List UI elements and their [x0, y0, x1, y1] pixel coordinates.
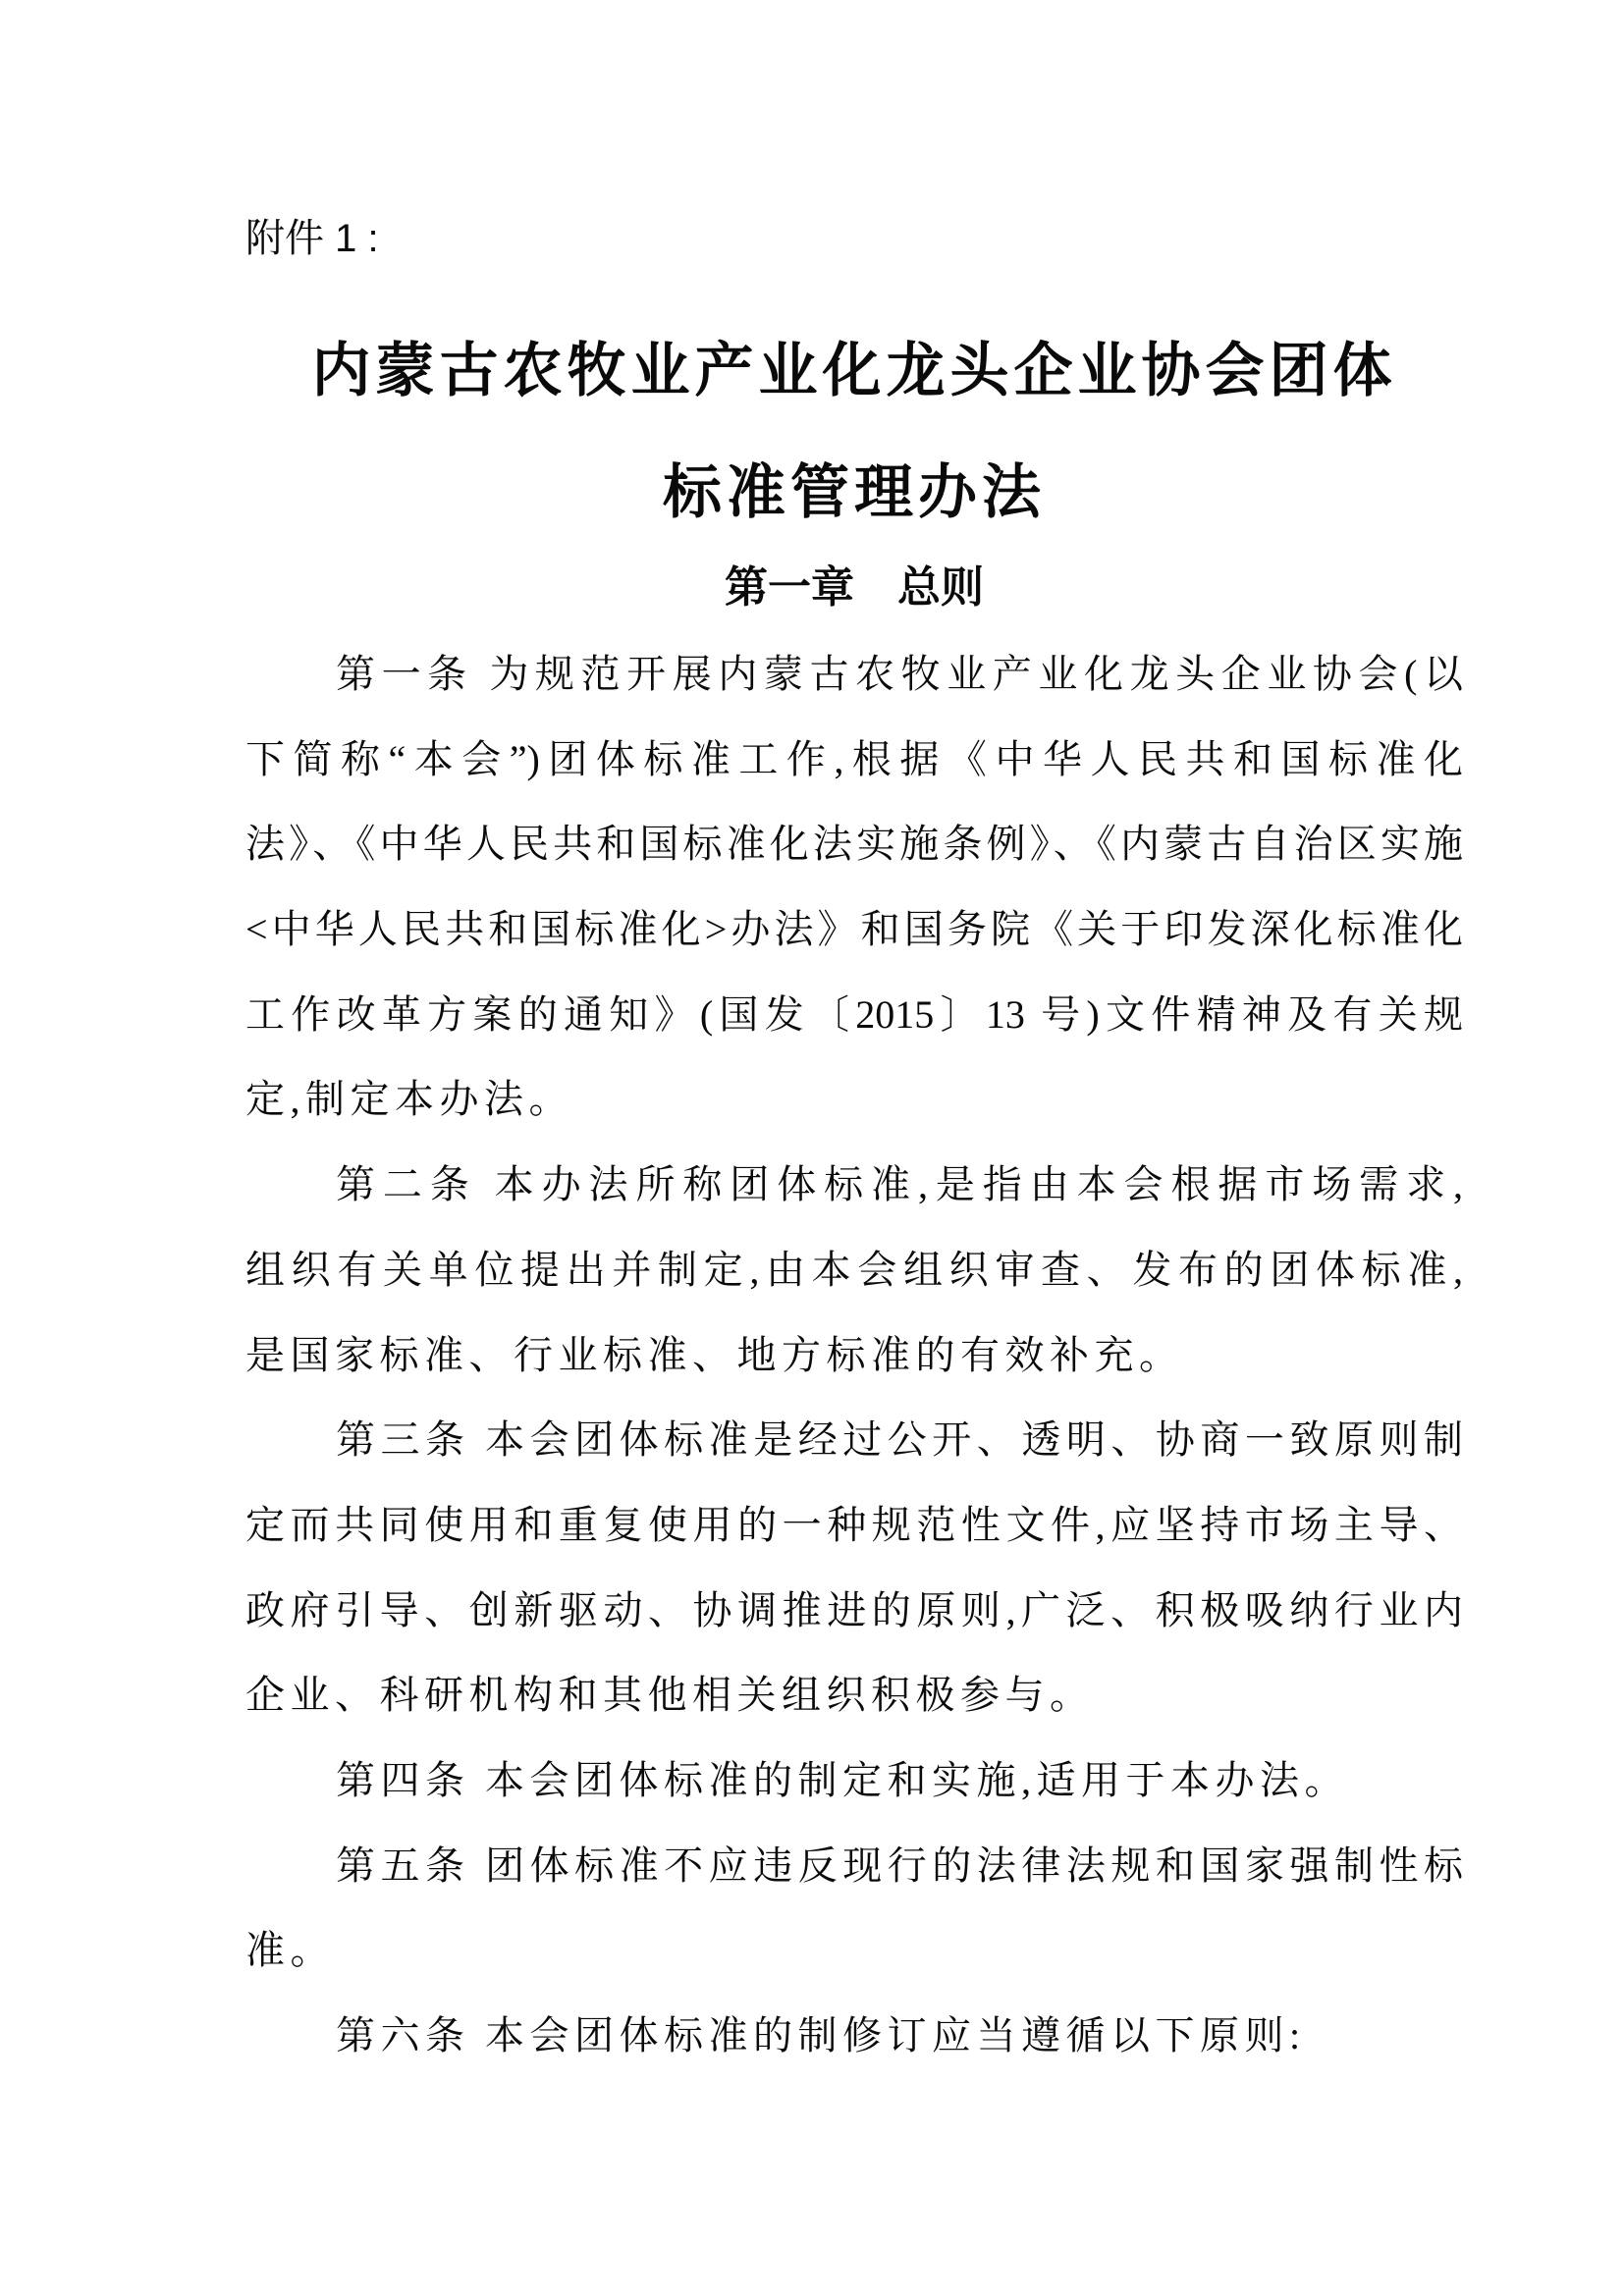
body-line: 第四条 本会团体标准的制定和实施,适用于本办法。 — [336, 1757, 1349, 1802]
body-line: 企业、科研机构和其他相关组织积极参与。 — [245, 1673, 1095, 1718]
title-line-2: 标准管理办法 — [663, 460, 1046, 525]
body-line: 法》、《中华人民共和国标准化法实施条例》、《内蒙古自治区实施 — [245, 822, 1463, 867]
body-line: 组织有关单位提出并制定,由本会组织审查、发布的团体标准, — [245, 1247, 1463, 1292]
document-body — [245, 632, 1463, 2079]
body-line: 政府引导、创新驱动、协调推进的原则,广泛、积极吸纳行业内 — [245, 1587, 1463, 1632]
body-line: 第二条 本办法所称团体标准,是指由本会根据市场需求, — [336, 1162, 1463, 1207]
page-content — [245, 0, 1463, 2079]
body-line: 第一条 为规范开展内蒙古农牧业产业化龙头企业协会(以 — [336, 652, 1463, 696]
body-line: <中华人民共和国标准化>办法》和国务院《关于印发深化标准化 — [245, 907, 1463, 952]
body-line: 下简称“本会”)团体标准工作,根据《中华人民共和国标准化 — [245, 736, 1463, 781]
attachment-label: 附件 1 : — [245, 217, 379, 260]
body-line: 定,制定本办法。 — [245, 1077, 573, 1122]
body-line: 工作改革方案的通知》(国发〔2015〕13 号)文件精神及有关规 — [245, 991, 1463, 1037]
body-line: 准。 — [245, 1928, 335, 1973]
body-line: 第五条 团体标准不应违反现行的法律法规和国家强制性标 — [336, 1842, 1463, 1888]
body-line: 定而共同使用和重复使用的一种规范性文件,应坚持市场主导、 — [245, 1502, 1463, 1547]
body-line: 第三条 本会团体标准是经过公开、透明、协商一致原则制 — [336, 1417, 1463, 1463]
document-title — [245, 310, 1463, 554]
body-line: 第六条 本会团体标准的制修订应当遵循以下原则: — [336, 2013, 1306, 2057]
chapter-heading: 第一章 总则 — [725, 563, 984, 612]
title-line-1: 内蒙古农牧业产业化龙头企业协会团体 — [311, 339, 1397, 403]
body-line: 是国家标准、行业标准、地方标准的有效补充。 — [245, 1332, 1184, 1377]
